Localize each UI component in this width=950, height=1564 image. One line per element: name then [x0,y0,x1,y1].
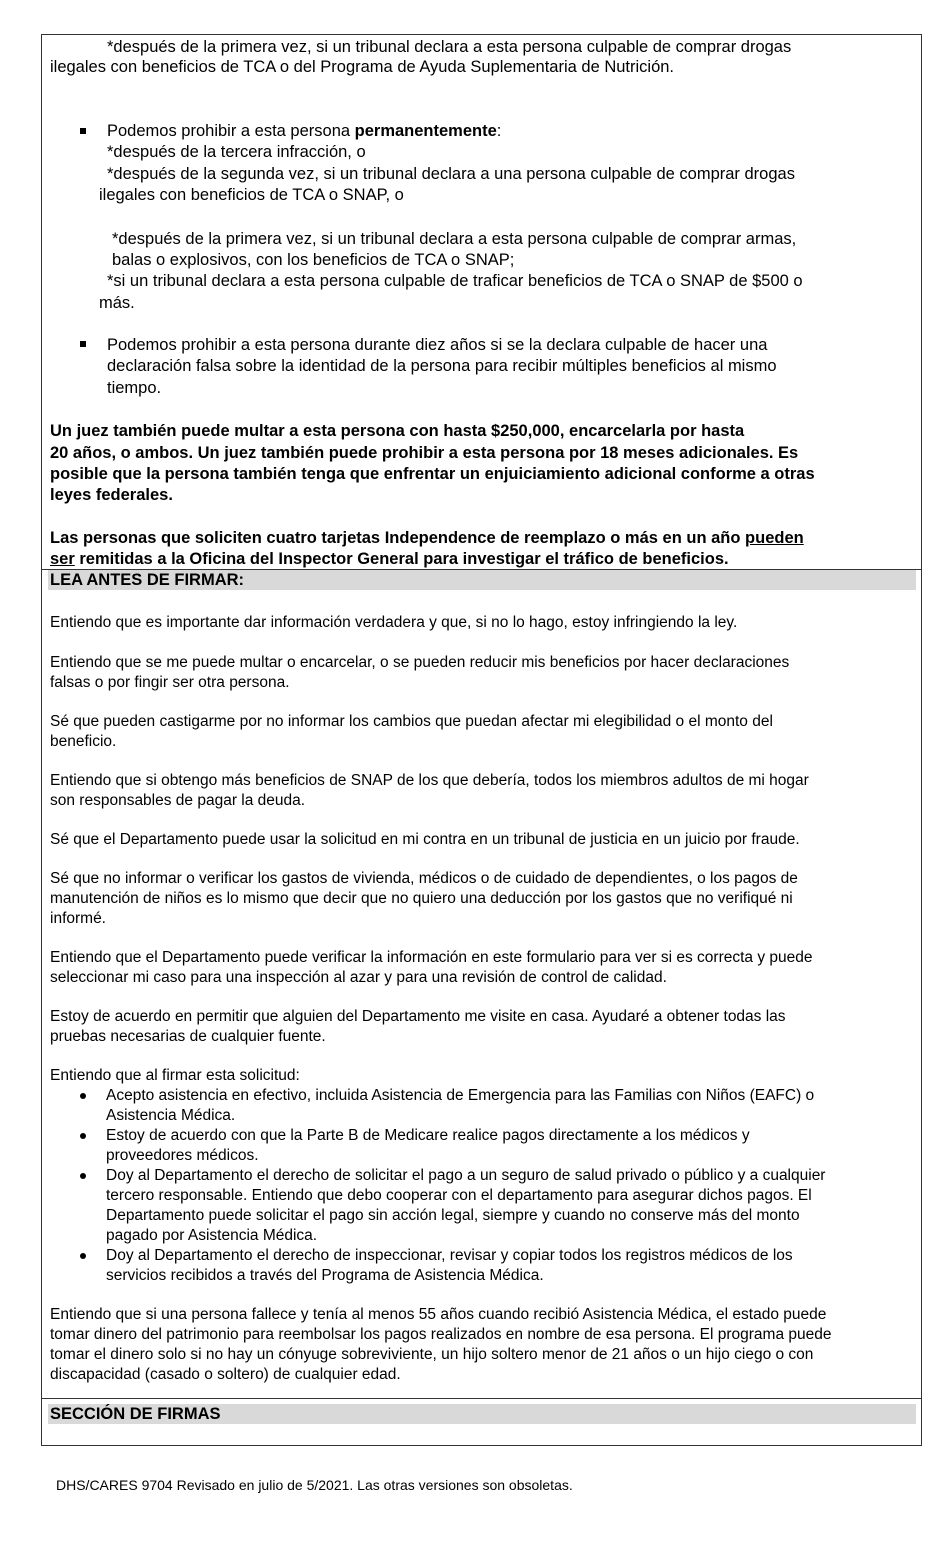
square-bullet-icon [80,128,86,134]
form-footer: DHS/CARES 9704 Revisado en julio de 5/2021. Las otras versiones son obsoletas. [56,1477,573,1493]
declaration-paragraph: Estoy de acuerdo en permitir que alguien del Departamento me visite en casa. Ayudaré a obtener todas las [50,1008,786,1025]
declaration-paragraph: Entiendo que es importante dar información verdadera y que, si no lo hago, estoy infringiendo la ley. [50,614,738,631]
agreement-bullet-line: Departamento puede solicitar el pago sin acción legal, siempre y cuando no conserve más del monto [106,1207,800,1224]
estate-recovery-paragraph: discapacidad (casado o soltero) de cualquier edad. [50,1366,401,1383]
agreement-bullet-line: Estoy de acuerdo con que la Parte B de Medicare realice pagos directamente a los médicos y [106,1127,750,1144]
agreement-bullet-line: Asistencia Médica. [106,1107,236,1124]
ten-year-ban-line: declaración falsa sobre la identidad de la persona para recibir múltiples beneficios al mismo [107,357,777,375]
permanent-ban-item: ilegales con beneficios de TCA o SNAP, o [99,186,404,204]
declaration-paragraph: Sé que pueden castigarme por no informar los cambios que puedan afectar mi elegibilidad o el monto del [50,713,773,730]
declaration-paragraph: Entiendo que al firmar esta solicitud: [50,1067,300,1084]
agreement-bullet-line: tercero responsable. Entiendo que debo cooperar con el departamento para asegurar dichos pagos. El [106,1187,812,1204]
estate-recovery-paragraph: tomar el dinero solo si no hay un cónyuge sobreviviente, un hijo soltero menor de 21 años o un hijo ciego o con [50,1346,814,1363]
declaration-paragraph: falsas o por fingir ser otra persona. [50,674,290,691]
declaration-paragraph: manutención de niños es lo mismo que decir que no quiero una deducción por los gastos que no verifiqué ni [50,890,793,907]
declaration-paragraph: informé. [50,910,106,927]
permanent-ban-item: *después de la primera vez, si un tribunal declara a esta persona culpable de comprar armas, [112,230,797,248]
declaration-paragraph: Sé que el Departamento puede usar la solicitud en mi contra en un tribunal de justicia en un juicio por fraude. [50,831,800,848]
judge-penalty-line: 20 años, o ambos. Un juez también puede prohibir a esta persona por 18 meses adicionales. Es [50,444,799,462]
declaration-paragraph: beneficio. [50,733,117,750]
declaration-paragraph: son responsables de pagar la deuda. [50,792,306,809]
round-bullet-icon [80,1133,86,1139]
ten-year-ban-line: tiempo. [107,379,162,397]
form-frame [41,34,922,1446]
agreement-bullet-line: Doy al Departamento el derecho de solicitar el pago a un seguro de salud privado o público y a cualquier [106,1167,826,1184]
agreement-bullet-line: proveedores médicos. [106,1147,259,1164]
read-before-signing-header: LEA ANTES DE FIRMAR: [48,570,916,590]
signature-section-header: SECCIÓN DE FIRMAS [48,1404,916,1424]
agreement-bullet-line: Acepto asistencia en efectivo, incluida Asistencia de Emergencia para las Familias con Niños (EAFC) o [106,1087,815,1104]
judge-penalty-line: posible que la persona también tenga que enfrentar un enjuiciamiento adicional conforme a otras [50,465,815,483]
declaration-paragraph: Entiendo que el Departamento puede verificar la información en este formulario para ver si es correcta y puede [50,949,813,966]
intro-line: ilegales con beneficios de TCA o del Programa de Ayuda Suplementaria de Nutrición. [50,58,675,76]
judge-penalty-line: Un juez también puede multar a esta persona con hasta $250,000, encarcelarla por hasta [50,422,745,440]
ten-year-ban-line: Podemos prohibir a esta persona durante diez años si se la declara culpable de hacer una [107,336,768,354]
permanent-ban-item: balas o explosivos, con los beneficios de TCA o SNAP; [112,251,515,269]
estate-recovery-paragraph: Entiendo que si una persona fallece y tenía al menos 55 años cuando recibió Asistencia Médica, el estado puede [50,1306,827,1323]
permanent-ban-item: *después de la tercera infracción, o [107,143,366,161]
estate-recovery-paragraph: tomar dinero del patrimonio para reembolsar los pagos realizados en nombre de esa persona. El programa puede [50,1326,832,1343]
penalties-section [42,35,921,570]
declaration-paragraph: Entiendo que se me puede multar o encarcelar, o se pueden reducir mis beneficios por hacer declaraciones [50,654,790,671]
permanent-ban-item: *si un tribunal declara a esta persona culpable de traficar beneficios de TCA o SNAP de $500 o [107,272,803,290]
declaration-paragraph: Entiendo que si obtengo más beneficios de SNAP de los que debería, todos los miembros adultos de mi hogar [50,772,809,789]
agreement-bullet-line: Doy al Departamento el derecho de inspeccionar, revisar y copiar todos los registros médicos de los [106,1247,793,1264]
replacement-cards-line: Las personas que soliciten cuatro tarjetas Independence de reemplazo o más en un año pueden [50,529,804,547]
agreement-bullet-line: pagado por Asistencia Médica. [106,1227,318,1244]
judge-penalty-line: leyes federales. [50,486,173,504]
permanent-ban-heading: Podemos prohibir a esta persona permanentemente: [107,122,502,140]
square-bullet-icon [80,341,86,347]
declaration-paragraph: seleccionar mi caso para una inspección al azar y para una revisión de control de calidad. [50,969,667,986]
intro-line: *después de la primera vez, si un tribunal declara a esta persona culpable de comprar drogas [107,38,792,56]
divider [42,1398,921,1399]
round-bullet-icon [80,1173,86,1179]
permanent-ban-item: *después de la segunda vez, si un tribunal declara a una persona culpable de comprar drogas [107,165,795,183]
round-bullet-icon [80,1253,86,1259]
agreement-bullet-line: servicios recibidos a través del Programa de Asistencia Médica. [106,1267,544,1284]
declaration-paragraph: pruebas necesarias de cualquier fuente. [50,1028,326,1045]
round-bullet-icon [80,1093,86,1099]
permanent-ban-item: más. [99,294,135,312]
replacement-cards-line: ser remitidas a la Oficina del Inspector General para investigar el tráfico de beneficios. [50,550,729,568]
declaration-paragraph: Sé que no informar o verificar los gastos de vivienda, médicos o de cuidado de dependientes, o los pagos de [50,870,798,887]
